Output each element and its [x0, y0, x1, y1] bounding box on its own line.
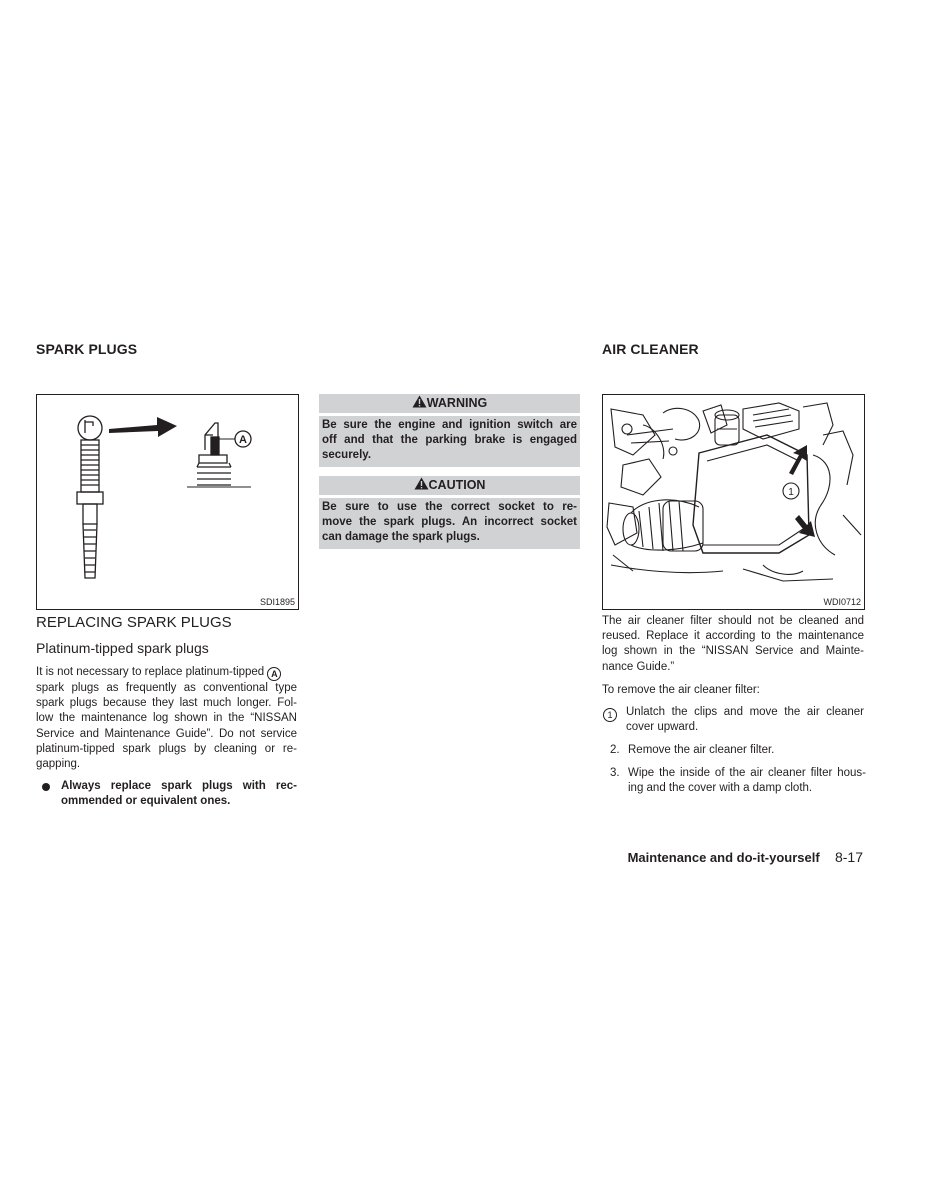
- caution-line: can damage the spark plugs.: [322, 531, 480, 543]
- caution-line: Be sure to use the correct socket to re-: [322, 501, 577, 513]
- warning-line: securely.: [322, 449, 372, 461]
- para-line: spark plugs because they last much longer. Fol-: [36, 697, 297, 710]
- air-cleaner-paragraph: [602, 614, 864, 675]
- list-item: [602, 766, 864, 798]
- warning-line: Be sure the engine and ignition switch are: [322, 419, 577, 431]
- step-number: 2.: [610, 744, 620, 756]
- para-line: The air cleaner filter should not be cleaned and: [602, 615, 864, 627]
- figure-label-1: 1: [788, 487, 794, 498]
- step-line: Unlatch the clips and move the air cleaner: [626, 706, 864, 718]
- para-line: Service and Maintenance Guide”. Do not service: [36, 727, 297, 740]
- para-line: log shown in the “NISSAN Service and Mainte-: [602, 645, 864, 658]
- subheading-platinum-tipped: Platinum-tipped spark plugs: [36, 640, 209, 656]
- caution-box: [319, 476, 580, 549]
- step-number: 3.: [610, 767, 620, 779]
- para-line: nance Guide.”: [602, 660, 675, 673]
- caution-line: move the spark plugs. An incorrect socket: [322, 516, 577, 528]
- spark-plug-paragraph: [36, 665, 297, 772]
- spark-plug-figure: [36, 394, 299, 610]
- bullet-line: Always replace spark plugs with rec-: [61, 780, 297, 792]
- para-line: low the maintenance log shown in the “NISSAN: [36, 712, 297, 725]
- para-line: It is not necessary to replace platinum-tipped: [36, 666, 265, 678]
- step-line: Remove the air cleaner filter.: [628, 744, 775, 756]
- step-line: cover upward.: [626, 721, 699, 734]
- section-title-air-cleaner: AIR CLEANER: [602, 341, 699, 357]
- warning-line: off and that the parking brake is engaged: [322, 434, 577, 446]
- warning-header: [319, 394, 580, 413]
- removal-intro: To remove the air cleaner filter:: [602, 684, 760, 696]
- bullet-icon: [42, 783, 50, 791]
- section-title-spark-plugs: SPARK PLUGS: [36, 341, 138, 357]
- para-line: spark plugs as frequently as conventional type: [36, 682, 297, 694]
- warning-body: [319, 416, 580, 467]
- marker-a-icon: A: [267, 667, 281, 681]
- step-line: Wipe the inside of the air cleaner filter hous-: [628, 767, 866, 779]
- caution-header: [319, 476, 580, 495]
- caution-title: CAUTION: [428, 478, 486, 492]
- figure-code: WDI0712: [823, 597, 861, 607]
- para-line: gapping.: [36, 758, 81, 771]
- warning-triangle-icon: [412, 395, 427, 408]
- air-cleaner-figure: [602, 394, 865, 610]
- step-one-icon: 1: [603, 708, 617, 722]
- step-line: ing and the cover with a damp cloth.: [628, 782, 813, 795]
- engine-bay-illustration: [603, 395, 864, 593]
- page-number: 8-17: [834, 849, 863, 865]
- para-line: reused. Replace it according to the maintenance: [602, 630, 864, 643]
- warning-box: [319, 394, 580, 467]
- warning-title: WARNING: [426, 396, 488, 410]
- caution-body: [319, 498, 580, 549]
- page-footer: [628, 849, 863, 865]
- bullet-item: [61, 779, 297, 809]
- list-item: [602, 705, 864, 737]
- para-line: platinum-tipped spark plugs by cleaning or re-: [36, 742, 297, 755]
- figure-code: SDI1895: [259, 597, 295, 607]
- spark-plug-illustration: [37, 395, 298, 609]
- heading-replacing-spark-plugs: REPLACING SPARK PLUGS: [36, 614, 232, 631]
- figure-label-a: A: [239, 434, 247, 446]
- list-item: [602, 743, 864, 759]
- bullet-line: ommended or equivalent ones.: [61, 795, 231, 808]
- caution-triangle-icon: [414, 477, 429, 490]
- footer-section: Maintenance and do-it-yourself: [627, 850, 820, 865]
